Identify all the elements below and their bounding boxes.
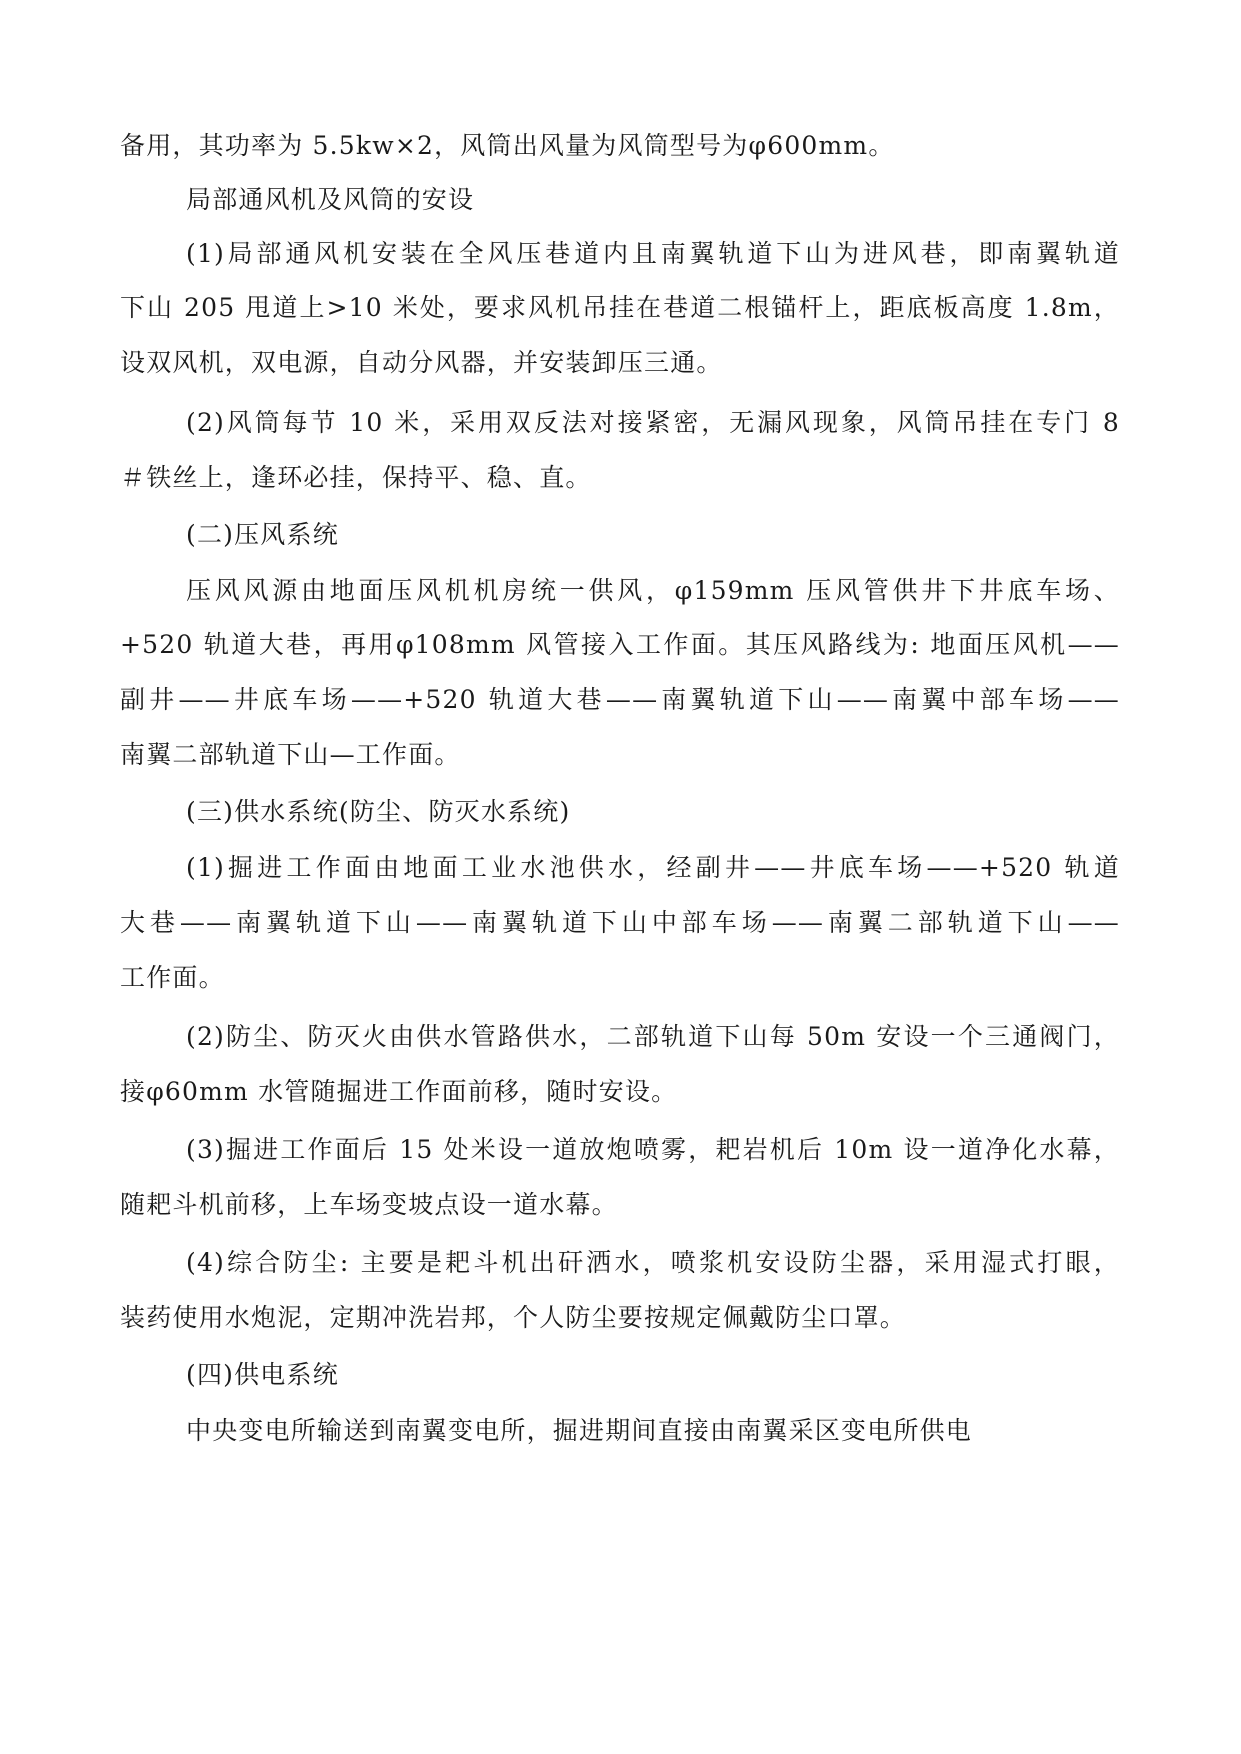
paragraph-line: 设双风机，双电源，自动分风器，并安装卸压三通。 (120, 348, 723, 377)
paragraph-line: (4)综合防尘: 主要是耙斗机出矸洒水，喷浆机安设防尘器，采用湿式打眼， (186, 1248, 1120, 1277)
paragraph-line: +520 轨道大巷，再用φ108mm 风管接入工作面。其压风路线为: 地面压风机—— (120, 630, 1120, 659)
paragraph-line: (2)防尘、防灭火由供水管路供水，二部轨道下山每 50m 安设一个三通阀门， (186, 1022, 1120, 1051)
paragraph-line: 副井——井底车场——+520 轨道大巷——南翼轨道下山——南翼中部车场—— (120, 685, 1120, 714)
paragraph-line: 装药使用水炮泥，定期冲洗岩邦，个人防尘要按规定佩戴防尘口罩。 (120, 1303, 907, 1332)
paragraph-line: 下山 205 甩道上>10 米处，要求风机吊挂在巷道二根锚杆上，距底板高度 1.8m， (120, 293, 1120, 322)
section-heading: (二)压风系统 (186, 520, 339, 549)
paragraph-line: 南翼二部轨道下山—工作面。 (120, 740, 461, 769)
paragraph-line: (3)掘进工作面后 15 处米设一道放炮喷雾，耙岩机后 10m 设一道净化水幕， (186, 1135, 1120, 1164)
paragraph-line: (2)风筒每节 10 米，采用双反法对接紧密，无漏风现象，风筒吊挂在专门 8 (186, 408, 1120, 437)
paragraph-line: 接φ60mm 水管随掘进工作面前移，随时安设。 (120, 1077, 678, 1106)
paragraph-line: 随耙斗机前移，上车场变坡点设一道水幕。 (120, 1190, 618, 1219)
section-heading: (三)供水系统(防尘、防灭水系统) (186, 797, 571, 826)
paragraph-line: 压风风源由地面压风机机房统一供风，φ159mm 压风管供井下井底车场、 (186, 576, 1120, 605)
paragraph-line: ＃铁丝上，逢环必挂，保持平、稳、直。 (120, 463, 592, 492)
paragraph-line: 中央变电所输送到南翼变电所，掘进期间直接由南翼采区变电所供电 (186, 1416, 973, 1445)
paragraph-line: 备用，其功率为 5.5kw×2，风筒出风量为风筒型号为φ600mm。 (120, 131, 895, 160)
paragraph-line: (1)掘进工作面由地面工业水池供水，经副井——井底车场——+520 轨道 (186, 853, 1120, 882)
paragraph-line: (1)局部通风机安装在全风压巷道内且南翼轨道下山为进风巷，即南翼轨道 (186, 239, 1120, 268)
paragraph-line: 大巷——南翼轨道下山——南翼轨道下山中部车场——南翼二部轨道下山—— (120, 908, 1120, 937)
paragraph-line: 工作面。 (120, 963, 225, 992)
section-heading: (四)供电系统 (186, 1360, 339, 1389)
section-heading: 局部通风机及风筒的安设 (186, 185, 475, 214)
